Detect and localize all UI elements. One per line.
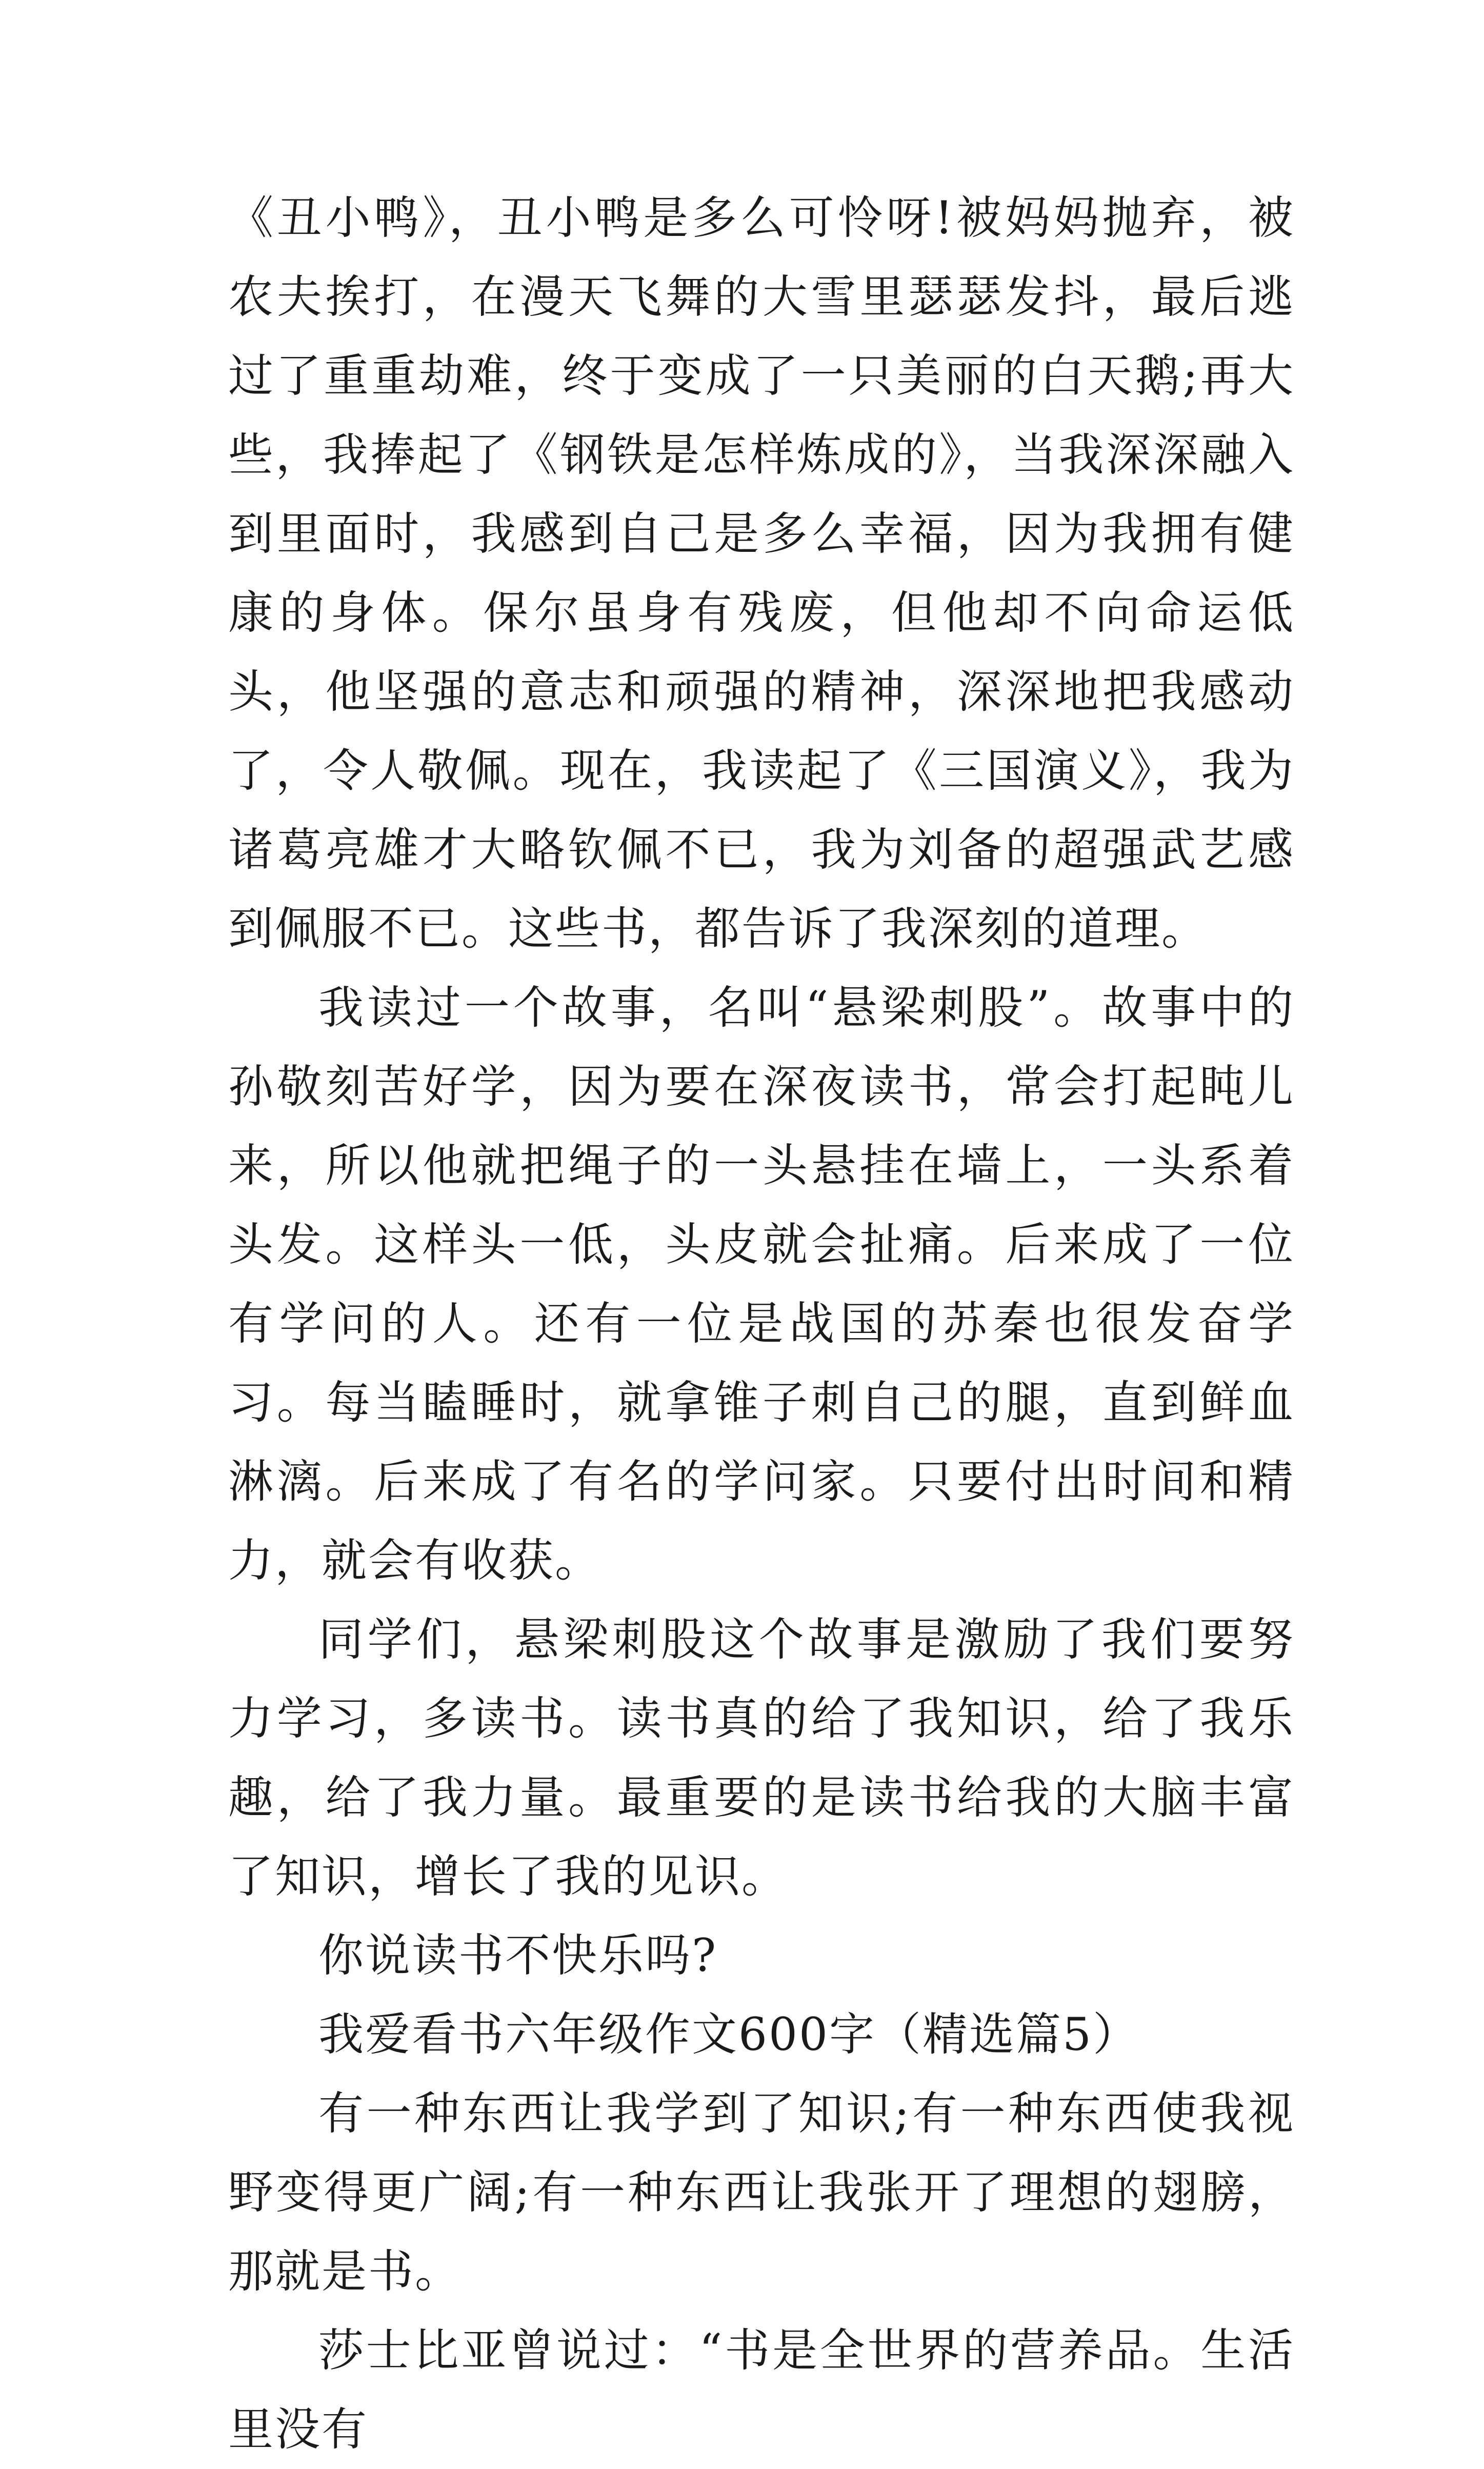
paragraph-1: 《丑小鸭》，丑小鸭是多么可怜呀!被妈妈抛弃，被农夫挨打，在漫天飞舞的大雪里瑟瑟发抖，最后逃过了重重劫难，终于变成了一只美丽的白天鹅;再大些，我捧起了《钢铁是怎样炼成的》，当我深深融入到里面时，我感到自己是多么幸福，因为我拥有健康的身体。保尔虽身有残废，但他却不向命运低头，他坚强的意志和顽强的精神，深深地把我感动了，令人敬佩。现在，我读起了《三国演义》，我为诸葛亮雄才大略钦佩不已，我为刘备的超强武艺感到佩服不已。这些书，都告诉了我深刻的道理。 — [228, 191, 1295, 955]
paragraph-6: 莎士比亚曾说过：“书是全世界的营养品。生活里没有 — [228, 2324, 1295, 2456]
paragraph-3: 同学们，悬梁刺股这个故事是激励了我们要努力学习，多读书。读书真的给了我知识，给了我乐趣，给了我力量。最重要的是读书给我的大脑丰富了知识，增长了我的见识。 — [228, 1613, 1295, 1903]
paragraph-5: 有一种东西让我学到了知识;有一种东西使我视野变得更广阔;有一种东西让我张开了理想的翅膀，那就是书。 — [228, 2087, 1295, 2298]
section-heading: 我爱看书六年级作文600字（精选篇5） — [318, 2008, 1139, 2061]
paragraph-2: 我读过一个故事，名叫“悬梁刺股”。故事中的孙敬刻苦好学，因为要在深夜读书，常会打起盹儿来，所以他就把绳子的一头悬挂在墙上，一头系着头发。这样头一低，头皮就会扯痛。后来成了一位有学问的人。还有一位是战国的苏秦也很发奋学习。每当瞌睡时，就拿锥子刺自己的腿，直到鲜血淋漓。后来成了有名的学问家。只要付出时间和精力，就会有收获。 — [228, 981, 1295, 1587]
document-body — [228, 178, 1295, 2469]
paragraph-4: 你说读书不快乐吗? — [318, 1929, 718, 1982]
